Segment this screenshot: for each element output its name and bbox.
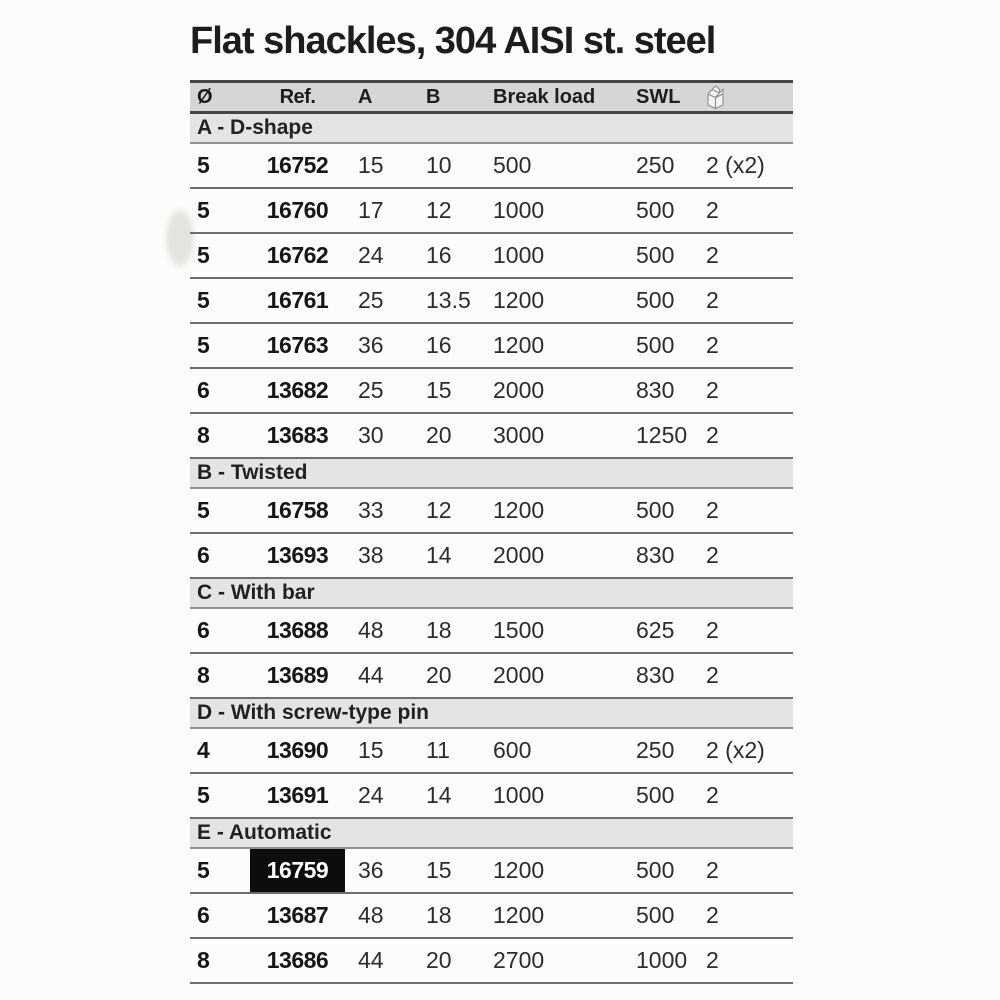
cell-a: 36 xyxy=(358,857,384,883)
cell-ref-highlighted: 16759 xyxy=(250,849,345,892)
cell-dia: 5 xyxy=(197,782,210,808)
table-row xyxy=(190,369,793,414)
cell-dia: 5 xyxy=(197,242,210,268)
cell-dia: 5 xyxy=(197,332,210,358)
cell-ref: 13688 xyxy=(266,617,329,643)
cell-a: 15 xyxy=(358,152,384,178)
cell-pack: 2 xyxy=(706,332,719,358)
cell-dia: 5 xyxy=(197,197,210,223)
cell-swl: 500 xyxy=(636,497,675,523)
cell-ref: 16760 xyxy=(266,197,329,223)
cell-break_load: 600 xyxy=(493,737,532,763)
cell-a: 15 xyxy=(358,737,384,763)
table-row xyxy=(190,939,793,984)
cell-dia: 5 xyxy=(197,497,210,523)
table-row xyxy=(190,654,793,699)
cell-ref: 16762 xyxy=(266,242,329,268)
cell-swl: 500 xyxy=(636,332,675,358)
cell-swl: 500 xyxy=(636,902,675,928)
table-row xyxy=(190,609,793,654)
cell-dia: 8 xyxy=(197,422,210,448)
cell-swl: 1250 xyxy=(636,422,688,448)
page-title: Flat shackles, 304 AISI st. steel xyxy=(190,20,716,62)
cell-dia: 6 xyxy=(197,617,210,643)
cell-pack: 2 xyxy=(706,287,719,313)
cell-dia: 6 xyxy=(197,902,210,928)
section-header: D - With screw-type pin xyxy=(190,699,793,729)
cell-dia: 5 xyxy=(197,287,210,313)
cell-b: 15 xyxy=(426,377,452,403)
table-row xyxy=(190,534,793,579)
cell-b: 15 xyxy=(426,857,452,883)
cell-dia: 6 xyxy=(197,542,210,568)
cell-pack: 2 xyxy=(706,377,719,403)
cell-pack: 2 xyxy=(706,947,719,973)
section-header: A - D-shape xyxy=(190,114,793,144)
cell-pack: 2 xyxy=(706,782,719,808)
cell-ref: 16752 xyxy=(266,152,329,178)
cell-a: 36 xyxy=(358,332,384,358)
cell-ref: 16761 xyxy=(266,287,329,313)
table-row xyxy=(190,279,793,324)
cell-break_load: 1200 xyxy=(493,287,545,313)
cell-pack: 2 xyxy=(706,497,719,523)
cell-ref: 13682 xyxy=(266,377,329,403)
table-row xyxy=(190,234,793,279)
cell-dia: 5 xyxy=(197,857,210,883)
cell-swl: 1000 xyxy=(636,947,688,973)
cell-ref: 13691 xyxy=(266,782,329,808)
table-row xyxy=(190,414,793,459)
cell-break_load: 2000 xyxy=(493,377,545,403)
cell-a: 48 xyxy=(358,902,384,928)
table-row xyxy=(190,144,793,189)
cell-b: 10 xyxy=(426,152,452,178)
cell-ref: 13686 xyxy=(266,947,329,973)
cell-break_load: 500 xyxy=(493,152,532,178)
cell-swl: 830 xyxy=(636,662,675,688)
cell-swl: 625 xyxy=(636,617,675,643)
cell-b: 12 xyxy=(426,197,452,223)
cell-swl: 250 xyxy=(636,737,675,763)
cell-break_load: 1000 xyxy=(493,197,545,223)
cell-a: 25 xyxy=(358,287,384,313)
column-header-break-load: Break load xyxy=(493,85,596,108)
cell-b: 14 xyxy=(426,782,452,808)
column-header-diameter: Ø xyxy=(197,85,213,108)
cell-b: 16 xyxy=(426,332,452,358)
cell-ref: 13683 xyxy=(266,422,329,448)
cell-break_load: 2700 xyxy=(493,947,545,973)
cell-pack: 2 (x2) xyxy=(706,152,765,178)
cell-b: 20 xyxy=(426,422,452,448)
column-header-ref: Ref. xyxy=(279,85,316,108)
cell-pack: 2 xyxy=(706,857,719,883)
column-header-b: B xyxy=(426,85,441,108)
cell-swl: 500 xyxy=(636,242,675,268)
cell-a: 25 xyxy=(358,377,384,403)
cell-a: 17 xyxy=(358,197,384,223)
cell-swl: 500 xyxy=(636,782,675,808)
cell-ref: 13689 xyxy=(266,662,329,688)
cell-b: 14 xyxy=(426,542,452,568)
column-header-a: A xyxy=(358,85,373,108)
cell-pack: 2 (x2) xyxy=(706,737,765,763)
cell-pack: 2 xyxy=(706,197,719,223)
table-row xyxy=(190,849,793,894)
table-row xyxy=(190,894,793,939)
cell-a: 48 xyxy=(358,617,384,643)
cell-ref: 13693 xyxy=(266,542,329,568)
cell-ref: 16763 xyxy=(266,332,329,358)
cell-a: 24 xyxy=(358,242,384,268)
cell-b: 16 xyxy=(426,242,452,268)
cell-dia: 5 xyxy=(197,152,210,178)
cell-b: 18 xyxy=(426,617,452,643)
cell-break_load: 1200 xyxy=(493,497,545,523)
cell-ref: 13690 xyxy=(266,737,329,763)
cell-a: 30 xyxy=(358,422,384,448)
cell-ref: 13687 xyxy=(266,902,329,928)
cell-b: 20 xyxy=(426,662,452,688)
table-header-row xyxy=(190,80,793,114)
table-row xyxy=(190,324,793,369)
cell-dia: 6 xyxy=(197,377,210,403)
cell-pack: 2 xyxy=(706,242,719,268)
cell-b: 20 xyxy=(426,947,452,973)
cell-b: 18 xyxy=(426,902,452,928)
cell-pack: 2 xyxy=(706,902,719,928)
shackles-table xyxy=(190,80,793,984)
cell-break_load: 3000 xyxy=(493,422,545,448)
cell-pack: 2 xyxy=(706,617,719,643)
cell-swl: 500 xyxy=(636,197,675,223)
cell-b: 13.5 xyxy=(426,287,471,313)
cell-dia: 8 xyxy=(197,947,210,973)
cell-pack: 2 xyxy=(706,662,719,688)
cell-dia: 8 xyxy=(197,662,210,688)
cell-break_load: 1000 xyxy=(493,242,545,268)
cell-pack: 2 xyxy=(706,542,719,568)
cell-break_load: 1000 xyxy=(493,782,545,808)
cell-swl: 830 xyxy=(636,377,675,403)
cell-break_load: 1200 xyxy=(493,902,545,928)
table-row xyxy=(190,489,793,534)
section-header: B - Twisted xyxy=(190,459,793,489)
column-header-swl: SWL xyxy=(636,85,681,108)
cell-break_load: 1200 xyxy=(493,332,545,358)
cell-a: 44 xyxy=(358,662,384,688)
cell-ref: 16758 xyxy=(266,497,329,523)
table-row xyxy=(190,729,793,774)
cell-break_load: 1500 xyxy=(493,617,545,643)
section-header: C - With bar xyxy=(190,579,793,609)
column-header-pack xyxy=(688,83,793,111)
cell-a: 44 xyxy=(358,947,384,973)
cell-swl: 830 xyxy=(636,542,675,568)
cell-break_load: 2000 xyxy=(493,542,545,568)
cell-swl: 250 xyxy=(636,152,675,178)
cell-a: 33 xyxy=(358,497,384,523)
cell-swl: 500 xyxy=(636,857,675,883)
cell-b: 11 xyxy=(426,737,450,763)
cell-dia: 4 xyxy=(197,737,210,763)
table-row xyxy=(190,189,793,234)
table-body xyxy=(190,114,793,984)
cell-a: 24 xyxy=(358,782,384,808)
cell-a: 38 xyxy=(358,542,384,568)
cell-break_load: 2000 xyxy=(493,662,545,688)
cell-b: 12 xyxy=(426,497,452,523)
package-icon xyxy=(704,84,727,110)
cell-swl: 500 xyxy=(636,287,675,313)
cell-pack: 2 xyxy=(706,422,719,448)
section-header: E - Automatic xyxy=(190,819,793,849)
table-row xyxy=(190,774,793,819)
cell-break_load: 1200 xyxy=(493,857,545,883)
